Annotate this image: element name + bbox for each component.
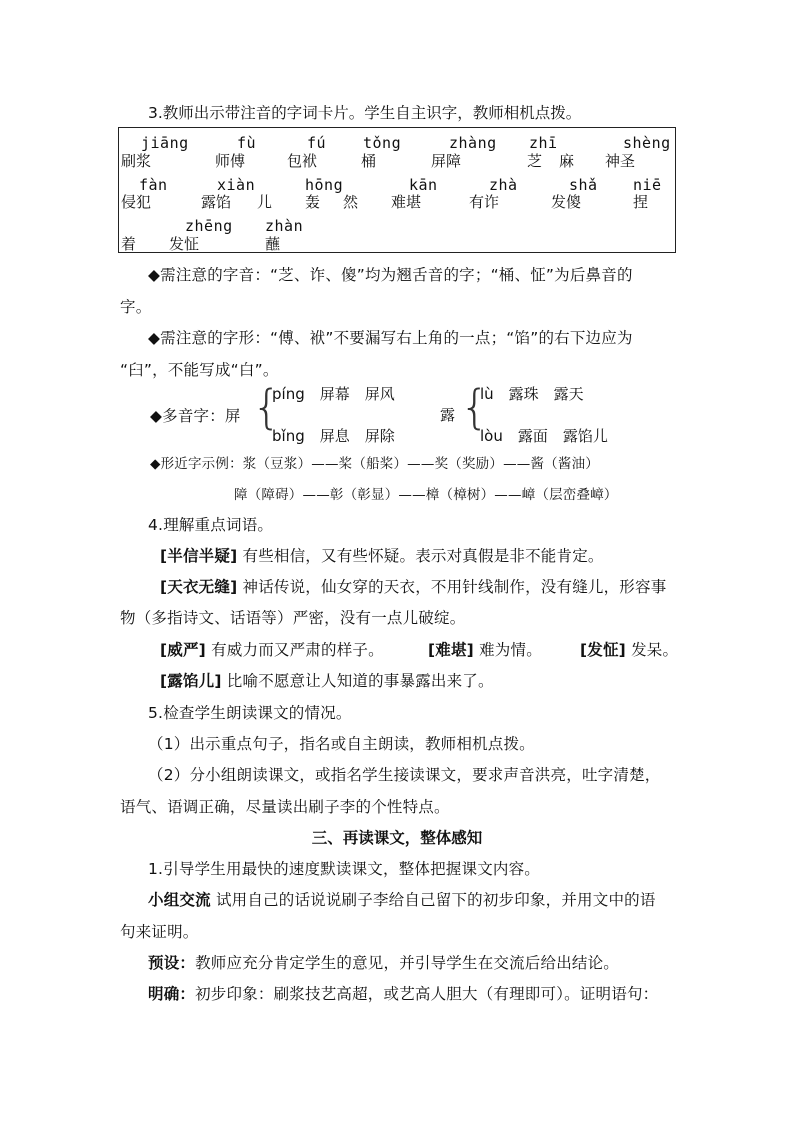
term-label: [难堪] bbox=[428, 641, 474, 659]
term-definition: 有些相信，又有些怀疑。表示对真假是非不能肯定。 bbox=[237, 547, 604, 565]
word: 捏 bbox=[633, 193, 649, 211]
word: 儿 bbox=[257, 193, 273, 211]
pinyin: fàn bbox=[139, 176, 168, 194]
preset-text: 教师应充分肯定学生的意见，并引导学生在交流后给出结论。 bbox=[195, 954, 620, 972]
word: 师傅 bbox=[215, 152, 246, 170]
pinyin: niē bbox=[633, 176, 662, 194]
similar-chars-line2: 障（障碍）——彰（彰显）——樟（樟树）——嶂（层峦叠嶂） bbox=[234, 487, 618, 503]
section-5-item-2: （2）分小组朗读课文，或指名学生接读课文，要求声音洪亮，吐字清楚， bbox=[148, 766, 661, 784]
term-1 bbox=[160, 544, 604, 566]
word: 露馅 bbox=[201, 193, 232, 211]
word: 芝 bbox=[527, 152, 543, 170]
clarify-label: 明确： bbox=[148, 985, 196, 1003]
pinyin: xiàn bbox=[217, 176, 256, 194]
section-5-title: 5.检查学生朗读课文的情况。 bbox=[148, 704, 352, 722]
pinyin: zhī bbox=[529, 134, 558, 152]
word: 屏障 bbox=[431, 152, 462, 170]
pinyin: jiāng bbox=[141, 134, 189, 152]
word: 着 bbox=[121, 235, 137, 253]
pinyin: hōng bbox=[305, 176, 344, 194]
word: 麻 bbox=[559, 152, 575, 170]
section-3-title: 3.教师出示带注音的字词卡片。学生自主识字，教师相机点拨。 bbox=[148, 104, 582, 122]
term-label: [威严] bbox=[160, 641, 206, 659]
term-definition: 神话传说，仙女穿的天衣，不用针线制作，没有缝儿，形容事 bbox=[237, 578, 667, 596]
term-label: [露馅儿] bbox=[160, 672, 222, 690]
word: 桶 bbox=[361, 152, 377, 170]
pinyin: tǒng bbox=[363, 134, 402, 152]
word: 有诈 bbox=[469, 193, 500, 211]
word: 然 bbox=[343, 193, 359, 211]
term-label: [天衣无缝] bbox=[160, 578, 238, 596]
term-label: [发怔] bbox=[580, 641, 626, 659]
term-definition: 难为情。 bbox=[473, 641, 542, 659]
clarify-text: 初步印象：刷浆技艺高超，或艺高人胆大（有理即可）。证明语句： bbox=[195, 985, 659, 1003]
section-5-item-1: （1）出示重点句子，指名或自主朗读，教师相机点拨。 bbox=[148, 735, 535, 753]
lu-top: lù 露珠 露天 bbox=[480, 385, 584, 403]
term-6 bbox=[160, 669, 494, 691]
clarify bbox=[148, 982, 658, 1004]
group-text: 试用自己的话说说刷子李给自己留下的初步印象，并用文中的语 bbox=[210, 891, 656, 909]
lu-bottom: lòu 露面 露馅儿 bbox=[480, 427, 608, 445]
paragraph-1: 1.引导学生用最快的速度默读课文，整体把握课文内容。 bbox=[148, 860, 540, 878]
term-definition: 有威力而又严肃的样子。 bbox=[205, 641, 384, 659]
word: 神圣 bbox=[605, 152, 636, 170]
section-4-title: 4.理解重点词语。 bbox=[148, 516, 274, 534]
brace-icon: { bbox=[252, 380, 282, 434]
term-definition: 比喻不愿意让人知道的事暴露出来了。 bbox=[221, 672, 494, 690]
group-discussion-cont: 句来证明。 bbox=[120, 923, 199, 941]
term-2-cont: 物（多指诗文、话语等）严密，没有一点儿破绽。 bbox=[120, 609, 466, 627]
similar-chars-line1: ◆形近字示例：浆（豆浆）——桨（船桨）——奖（奖励）——酱（酱油） bbox=[150, 456, 599, 472]
word: 轰 bbox=[305, 193, 321, 211]
word: 发傻 bbox=[551, 193, 582, 211]
pinyin: fú bbox=[307, 134, 327, 152]
brace-icon: { bbox=[460, 380, 490, 434]
polyphone-label: ◆多音字：屏 bbox=[150, 407, 241, 425]
pinyin: zhàng bbox=[449, 134, 497, 152]
term-2 bbox=[160, 575, 666, 597]
preset-label: 预设： bbox=[148, 954, 196, 972]
section-5-item-2-cont: 语气、语调正确，尽量读出刷子李的个性特点。 bbox=[120, 798, 450, 816]
note-sound-line1: ◆需注意的字音：“芝、诈、傻”均为翘舌音的字；“桶、怔”为后鼻音的 bbox=[148, 266, 633, 284]
character-card bbox=[118, 127, 676, 253]
word: 难堪 bbox=[391, 193, 422, 211]
pinyin: zhēng bbox=[185, 217, 233, 235]
word: 包袱 bbox=[287, 152, 318, 170]
group-label: 小组交流 bbox=[148, 891, 211, 909]
term-4 bbox=[428, 638, 542, 660]
word: 侵犯 bbox=[121, 193, 152, 211]
ping-bottom: bǐng 屏息 屏除 bbox=[272, 427, 395, 445]
section-heading: 三、再读课文，整体感知 bbox=[311, 829, 483, 847]
word: 蘸 bbox=[265, 235, 281, 253]
pinyin: kān bbox=[409, 176, 438, 194]
pinyin: shèng bbox=[623, 134, 671, 152]
term-definition: 发呆。 bbox=[625, 641, 679, 659]
term-5 bbox=[580, 638, 678, 660]
term-label: [半信半疑] bbox=[160, 547, 238, 565]
note-shape-line1: ◆需注意的字形：“傅、袱”不要漏写右上角的一点；“馅”的右下边应为 bbox=[148, 329, 633, 347]
pinyin: fù bbox=[237, 134, 257, 152]
note-sound-line2: 字。 bbox=[120, 298, 152, 316]
group-discussion bbox=[148, 888, 656, 910]
note-shape-line2: “臼”，不能写成“白”。 bbox=[120, 361, 279, 379]
preset bbox=[148, 951, 619, 973]
term-3 bbox=[160, 638, 384, 660]
ping-top: píng 屏幕 屏风 bbox=[272, 385, 395, 403]
word: 刷浆 bbox=[121, 152, 152, 170]
pinyin: zhàn bbox=[265, 217, 304, 235]
pinyin: shǎ bbox=[569, 176, 598, 194]
word: 发怔 bbox=[169, 235, 200, 253]
pinyin: zhà bbox=[489, 176, 518, 194]
lu-char: 露 bbox=[440, 406, 456, 424]
